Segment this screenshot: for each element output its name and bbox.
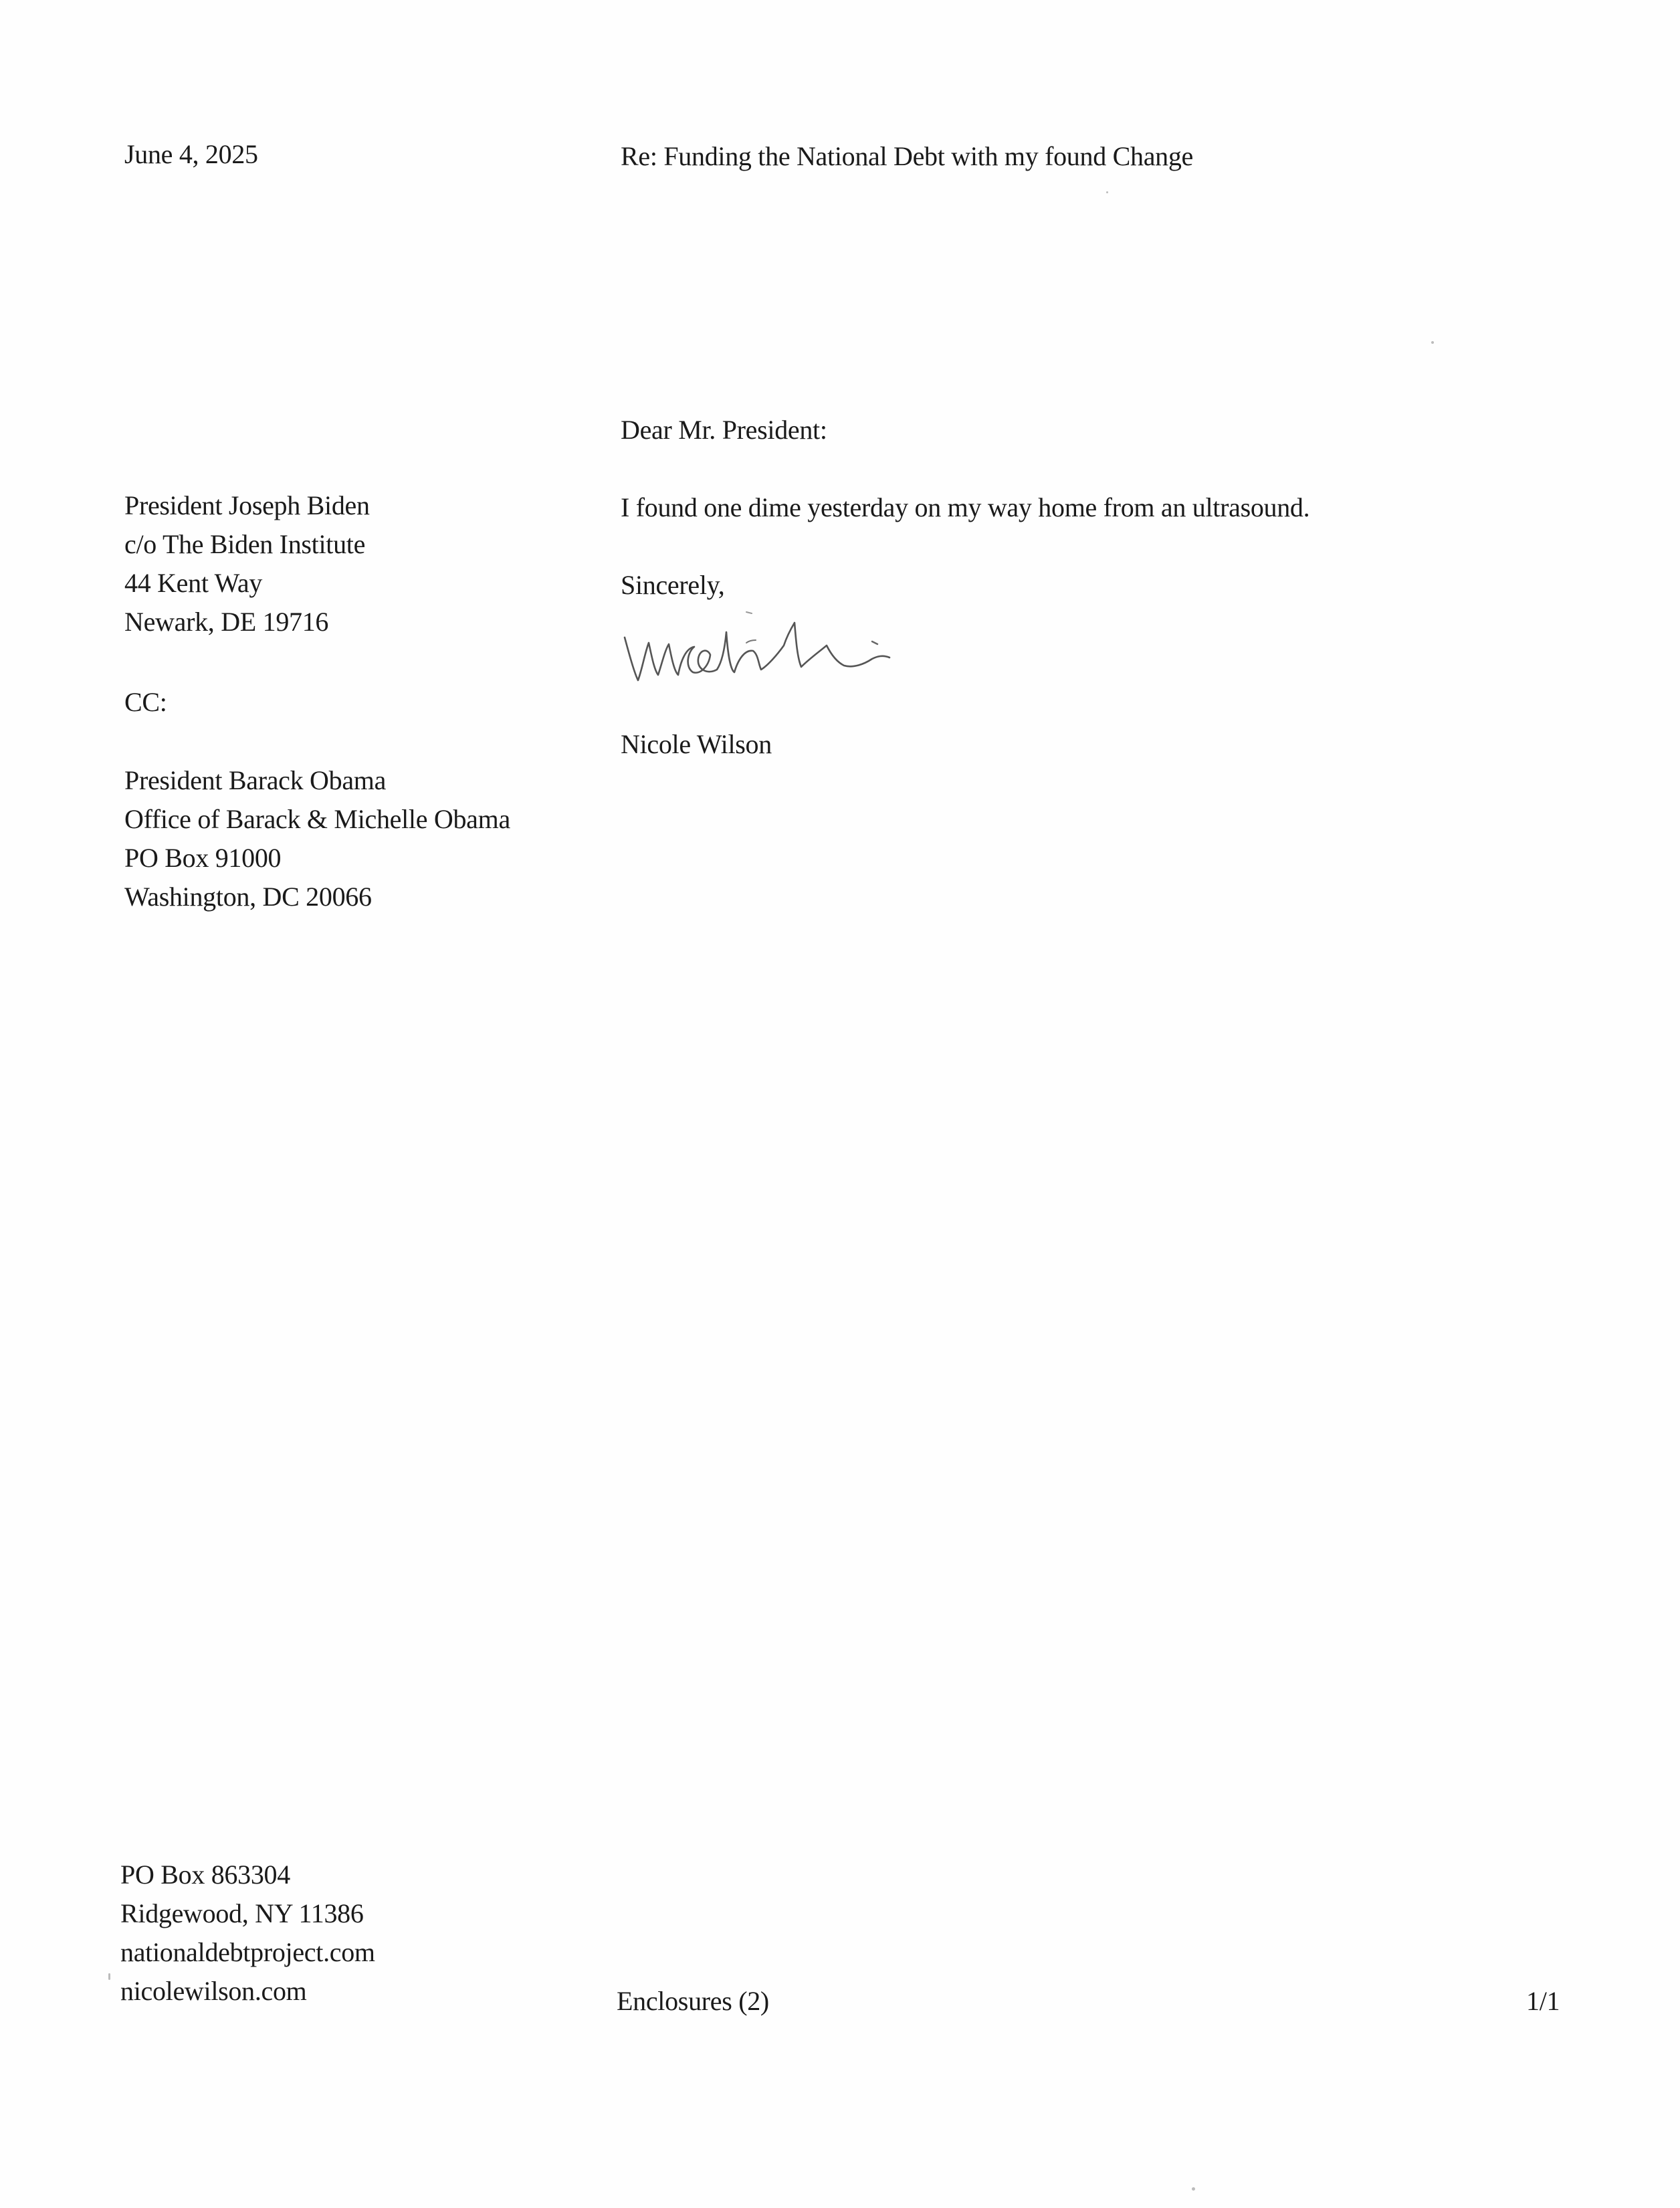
sender-line: Ridgewood, NY 11386 bbox=[120, 1898, 364, 1928]
sender-line: nicolewilson.com bbox=[120, 1976, 307, 2006]
recipient-address bbox=[124, 486, 370, 641]
sender-line: nationaldebtproject.com bbox=[120, 1937, 375, 1967]
paper-speck bbox=[1106, 191, 1108, 193]
letter-subject: Re: Funding the National Debt with my found Change bbox=[621, 141, 1193, 171]
recipient-line: 44 Kent Way bbox=[124, 568, 263, 598]
sender-address bbox=[120, 1855, 375, 2011]
cc-line: PO Box 91000 bbox=[124, 843, 282, 873]
recipient-line: Newark, DE 19716 bbox=[124, 607, 329, 637]
signer-name: Nicole Wilson bbox=[621, 729, 772, 759]
salutation: Dear Mr. President: bbox=[621, 415, 827, 445]
paper-speck bbox=[1431, 341, 1434, 344]
recipient-line: President Joseph Biden bbox=[124, 490, 370, 520]
letter-date: June 4, 2025 bbox=[124, 139, 258, 169]
cc-label: CC: bbox=[124, 687, 167, 717]
closing: Sincerely, bbox=[621, 570, 725, 600]
sender-line: PO Box 863304 bbox=[120, 1860, 290, 1890]
page-number: 1/1 bbox=[1526, 1986, 1560, 2016]
cc-line: President Barack Obama bbox=[124, 765, 387, 795]
recipient-line: c/o The Biden Institute bbox=[124, 529, 366, 559]
cc-line: Washington, DC 20066 bbox=[124, 882, 372, 912]
cc-line: Office of Barack & Michelle Obama bbox=[124, 804, 510, 834]
paper-speck bbox=[108, 1973, 110, 1980]
letter-body: I found one dime yesterday on my way home from an ultrasound. bbox=[621, 492, 1310, 522]
enclosures: Enclosures (2) bbox=[617, 1986, 769, 2016]
handwritten-signature-icon bbox=[615, 605, 930, 699]
paper-speck bbox=[1192, 2187, 1195, 2191]
cc-address bbox=[124, 761, 510, 916]
